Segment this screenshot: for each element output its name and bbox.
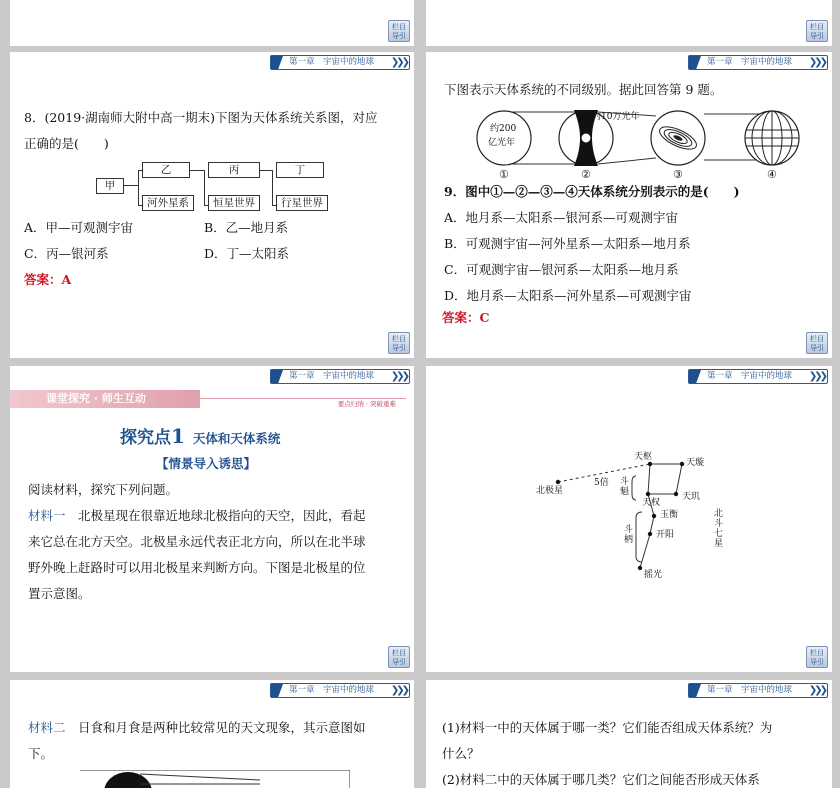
option-b: B．可观测宇宙—河外星系—太阳系—地月系: [444, 236, 691, 251]
star-tianshu: [648, 462, 652, 466]
question-8-line2: 正确的是( ): [24, 136, 109, 151]
material-1-line3: 野外晚上赶路时可以用北极星来判断方向。下图是北极星的位: [28, 560, 366, 575]
question-2-line1: (2)材料二中的天体属于哪几类？它们之间能否形成天体系: [442, 772, 760, 787]
banner-subtitle: 要点归纳 · 突破重难: [337, 400, 396, 408]
label-beiji: 北极星: [536, 486, 564, 496]
label-doukui: 斗魁: [618, 476, 628, 496]
answer: 答案：C: [442, 310, 490, 325]
star-beiji: [556, 480, 560, 484]
option-c: C．丙—银河系: [24, 246, 109, 261]
section-banner: 课堂探究 · 师生互动: [10, 390, 200, 408]
star-tianji: [674, 492, 678, 496]
star-yaoguang: [638, 566, 642, 570]
slide-exploration: [10, 366, 414, 672]
num-3: ③: [673, 168, 683, 181]
double-chevron-icon: ❯❯❯: [390, 57, 407, 68]
slide-question-8: [10, 52, 414, 358]
chapter-tab[interactable]: 第一章 宇宙中的地球 ❯❯❯: [688, 369, 828, 384]
fig-label-yiguangnian: 亿光年: [488, 138, 516, 148]
label-tianji: 天玑: [682, 492, 701, 502]
celestial-levels-figure: [456, 108, 806, 184]
box-ding: 丁: [276, 162, 324, 178]
option-d: D．地月系—太阳系—河外星系—可观测宇宙: [444, 288, 692, 303]
nav-button[interactable]: 栏目导引: [388, 646, 410, 668]
banner-dot-icon: [26, 416, 40, 430]
scene-subtitle: 【情景导入诱思】: [156, 456, 257, 471]
chapter-tab[interactable]: 第一章 宇宙中的地球 ❯❯❯: [270, 369, 410, 384]
nav-button[interactable]: 栏目导引: [806, 332, 828, 354]
question-8-line1: 8．(2019·湖南师大附中高一期末)下图为天体系统关系图，对应: [24, 110, 378, 125]
dipper-svg: [536, 452, 736, 582]
slide-material-2: [10, 680, 414, 788]
label-kaiyang: 开阳: [656, 530, 675, 540]
question-1-line1: (1)材料一中的天体属于哪一类？它们能否组成天体系统？为: [442, 720, 773, 735]
option-d: D．丁—太阳系: [204, 246, 290, 261]
star-tianxuan: [680, 462, 684, 466]
nav-button[interactable]: 栏目导引: [806, 646, 828, 668]
intro-text: 下图表示天体系统的不同级别。据此回答第 9 题。: [444, 82, 723, 97]
star-yuheng: [652, 514, 656, 518]
double-chevron-icon: ❯❯❯: [808, 57, 825, 68]
material-2-line2: 下。: [28, 746, 54, 761]
nav-button[interactable]: 栏目导引: [388, 20, 410, 42]
option-a: A．甲—可观测宇宙: [24, 220, 134, 235]
exploration-title: 探究点1 天体和天体系统: [120, 424, 281, 448]
num-2: ②: [581, 168, 591, 181]
slide-questions: [426, 680, 832, 788]
chapter-tab[interactable]: 第一章 宇宙中的地球 ❯❯❯: [688, 55, 828, 70]
num-1: ①: [499, 168, 509, 181]
label-doubing: 斗柄: [622, 524, 632, 544]
star-tianquan: [646, 492, 650, 496]
slide-question-9: [426, 52, 832, 358]
polaris-figure: [536, 452, 736, 582]
instruction: 阅读材料，探究下列问题。: [28, 482, 179, 497]
slide-big-dipper: [426, 366, 832, 672]
double-chevron-icon: ❯❯❯: [808, 371, 825, 382]
double-chevron-icon: ❯❯❯: [808, 685, 825, 696]
box-hewai: 河外星系: [142, 195, 194, 211]
eclipse-figure: [80, 770, 350, 788]
chapter-tab[interactable]: 第一章 宇宙中的地球 ❯❯❯: [688, 683, 828, 698]
nav-button[interactable]: 栏目导引: [388, 332, 410, 354]
question-9: 9．图中①—②—③—④天体系统分别表示的是( ): [444, 184, 740, 199]
fig-label-10wan: 约10万光年: [592, 112, 640, 122]
option-c: C．可观测宇宙—银河系—太阳系—地月系: [444, 262, 679, 277]
double-chevron-icon: ❯❯❯: [390, 371, 407, 382]
answer: 答案：A: [24, 272, 72, 287]
chapter-tab[interactable]: 第一章 宇宙中的地球 ❯❯❯: [270, 683, 410, 698]
tab-marker-icon: [689, 370, 701, 383]
label-beidou: 北斗七星: [712, 508, 722, 548]
star-kaiyang: [648, 532, 652, 536]
box-jia: 甲: [96, 178, 124, 194]
material-1-line4: 置示意图。: [28, 586, 91, 601]
box-yi: 乙: [142, 162, 190, 178]
nav-button[interactable]: 栏目导引: [806, 20, 828, 42]
label-tianquan: 天权: [642, 498, 661, 508]
option-b: B．乙—地月系: [204, 220, 289, 235]
slide-top-left: [10, 0, 414, 46]
tab-marker-icon: [689, 684, 701, 697]
fig-label-200: 约200: [490, 124, 517, 134]
label-tianxuan: 天璇: [686, 458, 705, 468]
chapter-tab[interactable]: 第一章 宇宙中的地球 ❯❯❯: [270, 55, 410, 70]
label-yuheng: 玉衡: [660, 510, 679, 520]
option-a: A．地月系—太阳系—银河系—可观测宇宙: [444, 210, 679, 225]
label-yaoguang: 摇光: [644, 570, 663, 580]
num-4: ④: [767, 168, 777, 181]
box-bing: 丙: [208, 162, 260, 178]
double-chevron-icon: ❯❯❯: [390, 685, 407, 696]
box-xingxing: 行星世界: [276, 195, 328, 211]
question-1-line2: 什么？: [442, 746, 480, 761]
material-1-line1: 材料一 北极星现在很靠近地球北极指向的天空，因此，看起: [28, 508, 366, 523]
box-hengxing: 恒星世界: [208, 195, 260, 211]
material-2-line1: 材料二 日食和月食是两种比较常见的天文现象，其示意图如: [28, 720, 366, 735]
slide-top-right: [426, 0, 832, 46]
label-tianshu: 天枢: [634, 452, 653, 462]
label-5bei: 5倍: [594, 478, 609, 488]
tab-marker-icon: [271, 370, 283, 383]
material-1-line2: 来它总在北方天空。北极星永远代表正北方向，所以在北半球: [28, 534, 366, 549]
tab-marker-icon: [271, 56, 283, 69]
tab-marker-icon: [271, 684, 283, 697]
tab-marker-icon: [689, 56, 701, 69]
